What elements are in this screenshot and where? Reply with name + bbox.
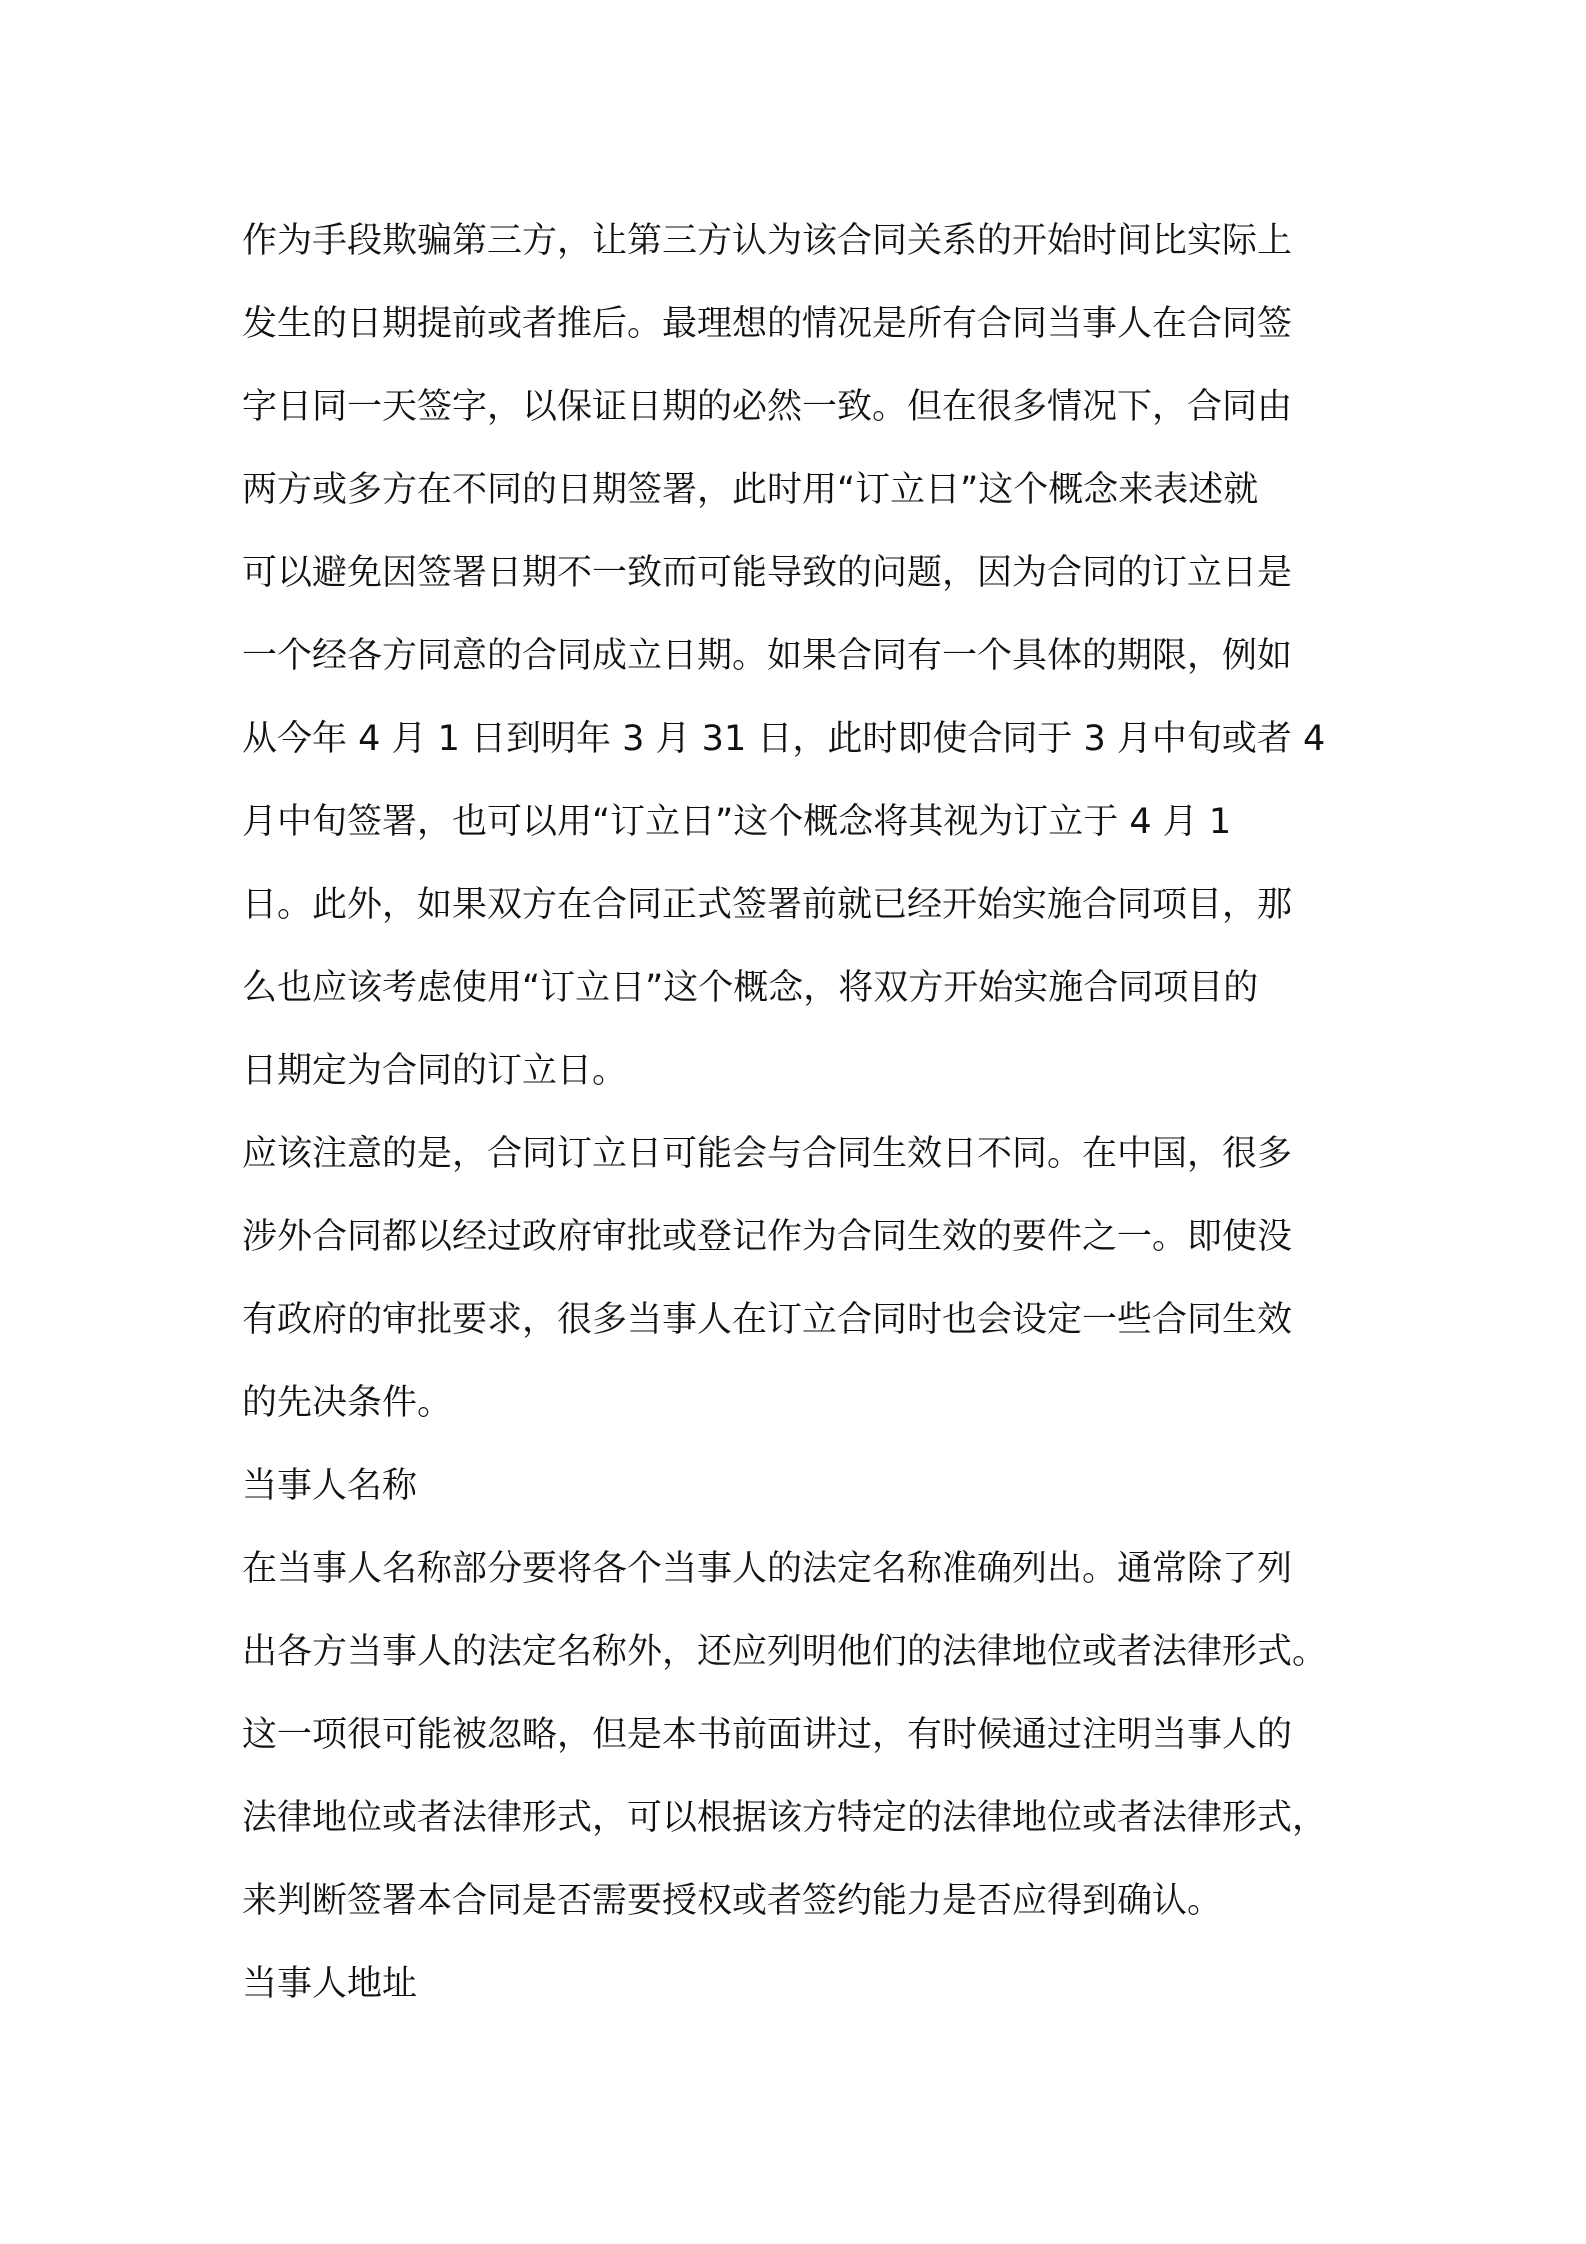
text-line: 有政府的审批要求，很多当事人在订立合同时也会设定一些合同生效 [242,1300,1293,1340]
text-line: 来判断签署本合同是否需要授权或者签约能力是否应得到确认。 [242,1881,1223,1921]
text-line: 日。此外，如果双方在合同正式签署前就已经开始实施合同项目，那 [242,885,1293,925]
text-line: 的先决条件。 [242,1383,453,1423]
text-line: 两方或多方在不同的日期签署，此时用“订立日”这个概念来表述就 [242,470,1259,510]
text-line: 应该注意的是，合同订立日可能会与合同生效日不同。在中国，很多 [242,1134,1293,1174]
text-line: 可以避免因签署日期不一致而可能导致的问题，因为合同的订立日是 [242,553,1293,593]
text-line: 这一项很可能被忽略，但是本书前面讲过，有时候通过注明当事人的 [242,1715,1293,1755]
text-line: 作为手段欺骗第三方，让第三方认为该合同关系的开始时间比实际上 [242,221,1293,261]
text-line: 出各方当事人的法定名称外，还应列明他们的法律地位或者法律形式。 [242,1632,1328,1672]
text-line: 发生的日期提前或者推后。最理想的情况是所有合同当事人在合同签 [242,304,1293,344]
section-heading-party-address: 当事人地址 [242,1964,418,2004]
text-line: 月中旬签署，也可以用“订立日”这个概念将其视为订立于 4 月 1 [242,802,1232,842]
text-line: 从今年 4 月 1 日到明年 3 月 31 日，此时即使合同于 3 月中旬或者 4 [242,719,1326,759]
document-body [242,200,1362,2026]
section-heading-party-name: 当事人名称 [242,1466,418,1506]
text-line: 涉外合同都以经过政府审批或登记作为合同生效的要件之一。即使没 [242,1217,1293,1257]
text-line: 么也应该考虑使用“订立日”这个概念，将双方开始实施合同项目的 [242,968,1259,1008]
text-line: 字日同一天签字，以保证日期的必然一致。但在很多情况下，合同由 [242,387,1293,427]
text-line: 在当事人名称部分要将各个当事人的法定名称准确列出。通常除了列 [242,1549,1293,1589]
text-line: 法律地位或者法律形式，可以根据该方特定的法律地位或者法律形式， [242,1798,1328,1838]
text-line: 日期定为合同的订立日。 [242,1051,628,1091]
text-line: 一个经各方同意的合同成立日期。如果合同有一个具体的期限，例如 [242,636,1293,676]
